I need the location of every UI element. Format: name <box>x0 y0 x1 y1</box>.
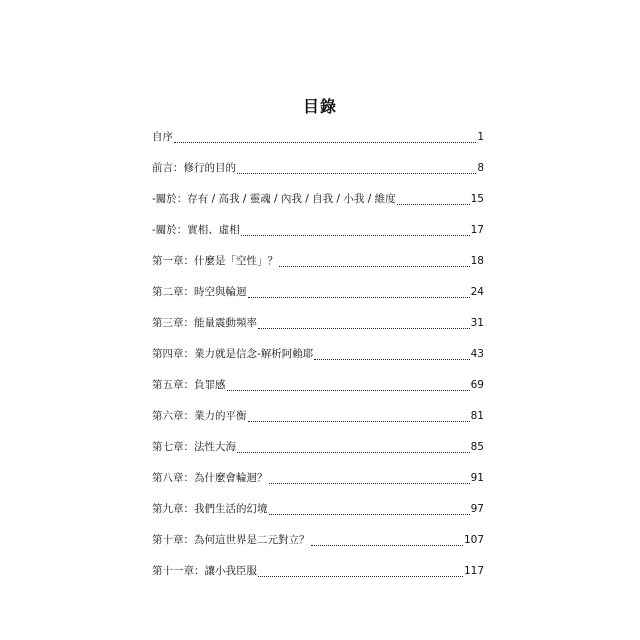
toc-entry-title: 第七章：法性大海 <box>152 440 236 453</box>
toc-entry-page: 8 <box>477 161 484 174</box>
dot-leader <box>174 132 476 143</box>
toc-entry[interactable] <box>152 276 484 307</box>
dot-leader <box>258 318 470 329</box>
dot-leader <box>241 225 470 236</box>
toc-entry-title: 第三章：能量震動頻率 <box>152 316 257 329</box>
toc-entry-page: 17 <box>470 223 484 236</box>
toc-entry-page: 81 <box>470 409 484 422</box>
dot-leader <box>269 473 470 484</box>
toc-entry-page: 107 <box>463 533 484 546</box>
toc-entry-page: 69 <box>470 378 484 391</box>
table-of-contents <box>152 121 484 586</box>
toc-entry-title: -關於：存有 / 高我 / 靈魂 / 內我 / 自我 / 小我 / 維度 <box>152 192 396 205</box>
toc-entry-title: 第五章：負罪感 <box>152 378 226 391</box>
toc-entry[interactable] <box>152 338 484 369</box>
dot-leader <box>314 349 469 360</box>
toc-entry-page: 15 <box>470 192 484 205</box>
toc-entry[interactable] <box>152 245 484 276</box>
toc-entry[interactable] <box>152 214 484 245</box>
dot-leader <box>279 256 470 267</box>
toc-entry-title: 第二章：時空與輪迴 <box>152 285 247 298</box>
page-title: 目錄 <box>302 97 337 116</box>
dot-leader <box>237 442 470 453</box>
toc-entry-title: 第八章：為什麼會輪迴？ <box>152 471 268 484</box>
toc-entry[interactable] <box>152 524 484 555</box>
toc-entry-title: 第六章：業力的平衡 <box>152 409 247 422</box>
toc-entry-page: 97 <box>470 502 484 515</box>
dot-leader <box>311 535 463 546</box>
toc-entry[interactable] <box>152 183 484 214</box>
dot-leader <box>227 380 470 391</box>
toc-entry-page: 31 <box>470 316 484 329</box>
toc-entry-page: 43 <box>470 347 484 360</box>
toc-entry-title: 第十章：為何這世界是二元對立？ <box>152 533 310 546</box>
toc-entry-page: 1 <box>477 130 484 143</box>
toc-entry[interactable] <box>152 462 484 493</box>
toc-entry-page: 18 <box>470 254 484 267</box>
dot-leader <box>248 287 470 298</box>
toc-entry-page: 91 <box>470 471 484 484</box>
toc-entry-page: 85 <box>470 440 484 453</box>
dot-leader <box>237 163 476 174</box>
dot-leader <box>248 411 470 422</box>
toc-entry[interactable] <box>152 152 484 183</box>
toc-entry-title: 第四章：業力就是信念-解析阿賴耶 <box>152 347 314 360</box>
toc-entry[interactable] <box>152 307 484 338</box>
toc-entry-title: 前言：修行的目的 <box>152 161 236 174</box>
toc-entry-title: 第一章：什麼是「空性」？ <box>152 254 278 267</box>
toc-entry[interactable] <box>152 431 484 462</box>
toc-entry-title: 第十一章：讓小我臣服 <box>152 564 257 577</box>
toc-entry[interactable] <box>152 555 484 586</box>
toc-entry[interactable] <box>152 369 484 400</box>
toc-entry[interactable] <box>152 121 484 152</box>
toc-entry-page: 24 <box>470 285 484 298</box>
toc-entry-title: 第九章：我們生活的幻境 <box>152 502 268 515</box>
toc-entry-title: 自序 <box>152 130 173 143</box>
toc-entry-title: -關於：實相、虛相 <box>152 223 240 236</box>
toc-entry[interactable] <box>152 493 484 524</box>
toc-entry-page: 117 <box>463 564 484 577</box>
toc-entry[interactable] <box>152 400 484 431</box>
dot-leader <box>397 194 470 205</box>
dot-leader <box>269 504 470 515</box>
dot-leader <box>258 566 463 577</box>
